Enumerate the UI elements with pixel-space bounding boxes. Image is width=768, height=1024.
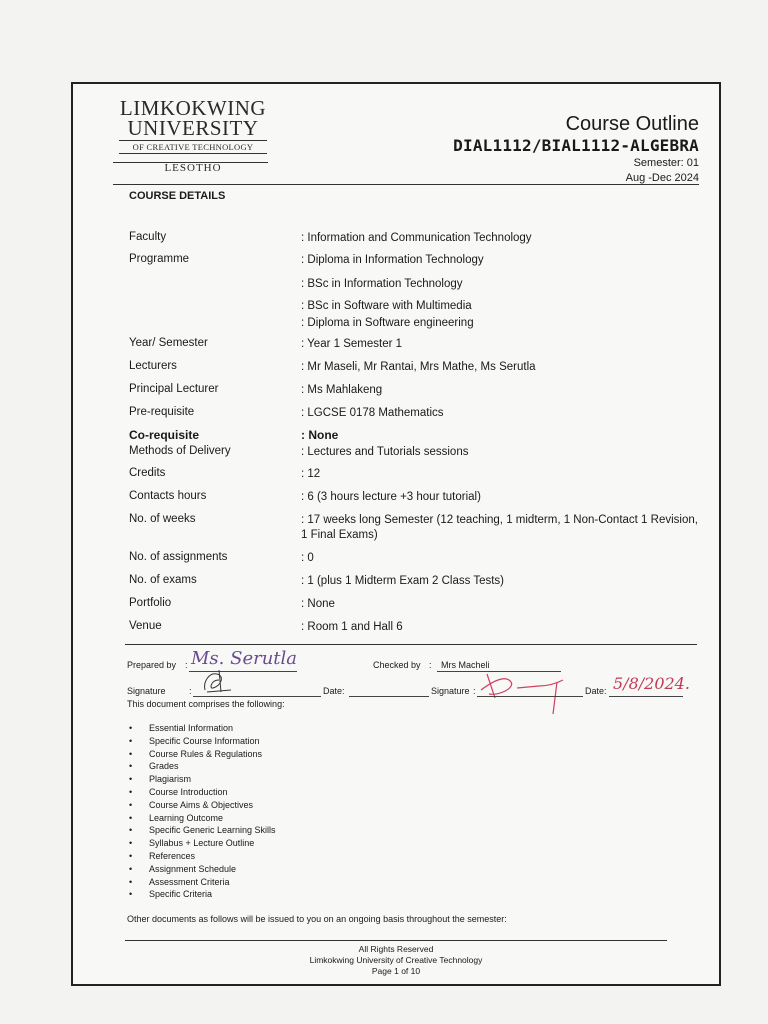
list-item: • Specific Criteria	[127, 888, 276, 901]
list-item: • Course Rules & Regulations	[127, 748, 276, 761]
comprises-intro: This document comprises the following:	[127, 699, 285, 709]
document-page	[71, 82, 721, 986]
list-item: • Specific Generic Learning Skills	[127, 824, 276, 837]
detail-value: : 1 (plus 1 Midterm Exam 2 Class Tests)	[301, 575, 505, 587]
detail-label: No. of exams	[129, 574, 197, 586]
list-item: • Course Aims & Objectives	[127, 799, 276, 812]
page-footer	[73, 944, 719, 977]
logo-line-1: LIMKOKWING	[119, 96, 267, 120]
detail-label: Pre-requisite	[129, 406, 195, 418]
detail-value: : Information and Communication Technology	[301, 232, 532, 244]
detail-value: : 0	[301, 552, 314, 564]
signoff-divider	[125, 644, 697, 645]
detail-value: : Diploma in Software engineering	[301, 317, 474, 329]
signature-colon: :	[189, 686, 192, 696]
detail-value: : LGCSE 0178 Mathematics	[301, 407, 444, 419]
detail-label: Faculty	[129, 231, 167, 243]
signature2-colon: :	[473, 686, 476, 696]
detail-label: No. of assignments	[129, 551, 228, 563]
detail-label: Methods of Delivery	[129, 445, 231, 457]
detail-label: Contacts hours	[129, 490, 207, 502]
detail-label: Programme	[129, 253, 190, 265]
date2-line	[609, 696, 683, 697]
checked-by-colon: :	[429, 660, 432, 670]
date2-label: Date:	[585, 686, 607, 696]
detail-label: Principal Lecturer	[129, 383, 219, 395]
detail-value: : None	[301, 428, 339, 442]
detail-value: : Mr Maseli, Mr Rantai, Mrs Mathe, Ms Serutla	[301, 361, 536, 373]
checked-by-name: Mrs Macheli	[441, 660, 490, 670]
detail-value: : BSc in Software with Multimedia	[301, 300, 472, 312]
list-item: • Assignment Schedule	[127, 863, 276, 876]
list-item: • Specific Course Information	[127, 735, 276, 748]
list-item: • Grades	[127, 760, 276, 773]
detail-value: : Year 1 Semester 1	[301, 338, 403, 350]
detail-value: : 12	[301, 468, 321, 480]
header-title-block	[453, 112, 699, 186]
signature-label: Signature	[127, 686, 166, 696]
footer-university: Limkokwing University of Creative Technology	[309, 955, 483, 965]
detail-label: No. of weeks	[129, 513, 196, 525]
date-label: Date:	[323, 686, 345, 696]
list-item: • Plagiarism	[127, 773, 276, 786]
period-text: Aug -Dec 2024	[625, 172, 699, 184]
detail-value: : Room 1 and Hall 6	[301, 621, 403, 633]
signature-line	[193, 696, 321, 697]
detail-value: : 6 (3 hours lecture +3 hour tutorial)	[301, 491, 481, 503]
red-signature-mark	[477, 668, 577, 718]
signature2-line	[477, 696, 583, 697]
detail-label: Portfolio	[129, 597, 172, 609]
signature-mark	[199, 666, 239, 696]
list-item: • Course Introduction	[127, 786, 276, 799]
date2-handwriting: 5/8/2024.	[613, 674, 690, 693]
logo-line-2: UNIVERSITY	[127, 116, 259, 140]
semester-text: Semester: 01	[633, 157, 699, 169]
prepared-by-handwriting: Ms. Serutla	[191, 648, 298, 669]
detail-value: : Ms Mahlakeng	[301, 384, 383, 396]
detail-label: Venue	[129, 620, 162, 632]
section-title: COURSE DETAILS	[129, 190, 226, 202]
prepared-by-colon: :	[185, 660, 188, 670]
detail-value: : Lectures and Tutorials sessions	[301, 446, 469, 458]
footer-rights: All Rights Reserved	[358, 944, 434, 954]
detail-label: Co-requisite	[129, 428, 200, 442]
contents-list	[127, 722, 276, 901]
footer-page-number: Page 1 of 10	[371, 966, 421, 976]
document-title: Course Outline	[565, 113, 699, 135]
detail-value: : BSc in Information Technology	[301, 278, 463, 290]
detail-value: : None	[301, 598, 335, 610]
course-code: DIAL1112/BIAL1112-ALGEBRA	[453, 136, 699, 155]
detail-label: Lecturers	[129, 360, 177, 372]
logo-line-4: LESOTHO	[164, 162, 222, 174]
list-item: • Learning Outcome	[127, 812, 276, 825]
detail-value: : Diploma in Information Technology	[301, 254, 484, 266]
detail-label: Credits	[129, 467, 166, 479]
list-item: • References	[127, 850, 276, 863]
logo-underline	[113, 162, 268, 163]
signature2-label: Signature	[431, 686, 470, 696]
other-docs-text: Other documents as follows will be issued to you on an ongoing basis throughout the semester:	[127, 914, 507, 924]
list-item: • Syllabus + Lecture Outline	[127, 837, 276, 850]
footer-divider	[125, 940, 667, 941]
logo-line-3: OF CREATIVE TECHNOLOGY	[119, 140, 267, 154]
prepared-by-label: Prepared by	[127, 660, 177, 670]
detail-value: : 17 weeks long Semester (12 teaching, 1 midterm, 1 Non-Contact 1 Revision, 1 Final Exams)	[301, 514, 698, 541]
checked-by-label: Checked by	[373, 660, 421, 670]
list-item: • Assessment Criteria	[127, 876, 276, 889]
date-line	[349, 696, 429, 697]
list-item: • Essential Information	[127, 722, 276, 735]
detail-label: Year/ Semester	[129, 337, 208, 349]
header-divider	[113, 184, 699, 185]
